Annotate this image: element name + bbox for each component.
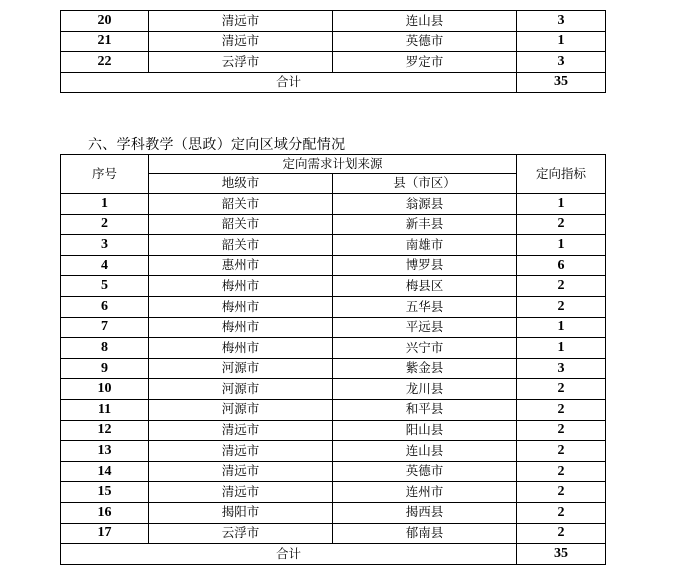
row-county: 连山县 <box>333 441 517 462</box>
row-city: 清远市 <box>149 482 333 503</box>
row-quota: 2 <box>517 482 606 503</box>
row-city: 清远市 <box>149 420 333 441</box>
row-county: 南雄市 <box>333 235 517 256</box>
total-label: 合计 <box>61 544 517 565</box>
row-city: 韶关市 <box>149 235 333 256</box>
row-quota: 1 <box>517 317 606 338</box>
row-city: 梅州市 <box>149 276 333 297</box>
row-number: 11 <box>61 399 149 420</box>
row-county: 龙川县 <box>333 379 517 400</box>
header-quota: 定向指标 <box>517 155 606 194</box>
row-number: 12 <box>61 420 149 441</box>
row-county: 翁源县 <box>333 194 517 215</box>
ideology-allocation-body <box>61 194 606 565</box>
row-number: 8 <box>61 338 149 359</box>
row-quota: 1 <box>517 31 606 52</box>
table-row <box>61 11 606 32</box>
table-row <box>61 482 606 503</box>
row-quota: 3 <box>517 11 606 32</box>
row-county: 阳山县 <box>333 420 517 441</box>
row-quota: 2 <box>517 379 606 400</box>
table-row <box>61 31 606 52</box>
table-row <box>61 461 606 482</box>
row-county: 揭西县 <box>333 502 517 523</box>
row-quota: 2 <box>517 399 606 420</box>
row-quota: 2 <box>517 420 606 441</box>
table-row <box>61 317 606 338</box>
table-row <box>61 296 606 317</box>
row-city: 揭阳市 <box>149 502 333 523</box>
row-county: 新丰县 <box>333 214 517 235</box>
row-city: 清远市 <box>149 11 333 32</box>
row-number: 15 <box>61 482 149 503</box>
row-number: 9 <box>61 358 149 379</box>
header-county: 县（市区） <box>333 174 517 194</box>
row-city: 清远市 <box>149 31 333 52</box>
row-number: 17 <box>61 523 149 544</box>
total-row <box>61 72 606 93</box>
row-county: 博罗县 <box>333 255 517 276</box>
row-quota: 1 <box>517 338 606 359</box>
row-city: 云浮市 <box>149 523 333 544</box>
row-city: 云浮市 <box>149 52 333 73</box>
ideology-allocation-table <box>60 154 606 565</box>
row-quota: 6 <box>517 255 606 276</box>
row-city: 梅州市 <box>149 317 333 338</box>
table-row <box>61 420 606 441</box>
section-title: 六、学科教学（思政）定向区域分配情况 <box>88 137 346 153</box>
row-number: 21 <box>61 31 149 52</box>
row-quota: 2 <box>517 523 606 544</box>
previous-allocation-body <box>61 11 606 93</box>
row-county: 梅县区 <box>333 276 517 297</box>
table-row <box>61 235 606 256</box>
row-city: 梅州市 <box>149 338 333 359</box>
header-source: 定向需求计划来源 <box>149 155 517 174</box>
row-city: 河源市 <box>149 399 333 420</box>
row-quota: 3 <box>517 358 606 379</box>
row-city: 韶关市 <box>149 194 333 215</box>
row-quota: 2 <box>517 296 606 317</box>
table-row <box>61 276 606 297</box>
table-row <box>61 399 606 420</box>
table-row <box>61 441 606 462</box>
total-value: 35 <box>517 72 606 93</box>
row-county: 平远县 <box>333 317 517 338</box>
header-city: 地级市 <box>149 174 333 194</box>
row-city: 惠州市 <box>149 255 333 276</box>
row-number: 20 <box>61 11 149 32</box>
row-county: 连山县 <box>333 11 517 32</box>
row-number: 2 <box>61 214 149 235</box>
row-number: 5 <box>61 276 149 297</box>
table-row <box>61 379 606 400</box>
row-county: 郁南县 <box>333 523 517 544</box>
row-county: 五华县 <box>333 296 517 317</box>
total-value: 35 <box>517 544 606 565</box>
row-county: 兴宁市 <box>333 338 517 359</box>
row-quota: 2 <box>517 502 606 523</box>
table-row <box>61 194 606 215</box>
row-number: 3 <box>61 235 149 256</box>
header-number: 序号 <box>61 155 149 194</box>
row-county: 罗定市 <box>333 52 517 73</box>
row-quota: 2 <box>517 214 606 235</box>
row-number: 10 <box>61 379 149 400</box>
table-row <box>61 52 606 73</box>
row-city: 清远市 <box>149 461 333 482</box>
row-county: 英德市 <box>333 31 517 52</box>
row-county: 紫金县 <box>333 358 517 379</box>
row-county: 和平县 <box>333 399 517 420</box>
row-city: 梅州市 <box>149 296 333 317</box>
table-row <box>61 523 606 544</box>
total-row <box>61 544 606 565</box>
row-quota: 1 <box>517 235 606 256</box>
row-quota: 2 <box>517 461 606 482</box>
row-number: 1 <box>61 194 149 215</box>
table-row <box>61 502 606 523</box>
row-number: 13 <box>61 441 149 462</box>
row-quota: 3 <box>517 52 606 73</box>
row-number: 22 <box>61 52 149 73</box>
row-number: 7 <box>61 317 149 338</box>
row-number: 6 <box>61 296 149 317</box>
row-city: 河源市 <box>149 379 333 400</box>
row-quota: 2 <box>517 441 606 462</box>
row-number: 16 <box>61 502 149 523</box>
row-county: 连州市 <box>333 482 517 503</box>
row-number: 14 <box>61 461 149 482</box>
row-city: 河源市 <box>149 358 333 379</box>
table-row <box>61 255 606 276</box>
table-row <box>61 338 606 359</box>
previous-allocation-table <box>60 10 606 93</box>
table-row <box>61 358 606 379</box>
row-number: 4 <box>61 255 149 276</box>
row-quota: 1 <box>517 194 606 215</box>
row-quota: 2 <box>517 276 606 297</box>
table-row <box>61 214 606 235</box>
row-city: 清远市 <box>149 441 333 462</box>
total-label: 合计 <box>61 72 517 93</box>
row-city: 韶关市 <box>149 214 333 235</box>
row-county: 英德市 <box>333 461 517 482</box>
